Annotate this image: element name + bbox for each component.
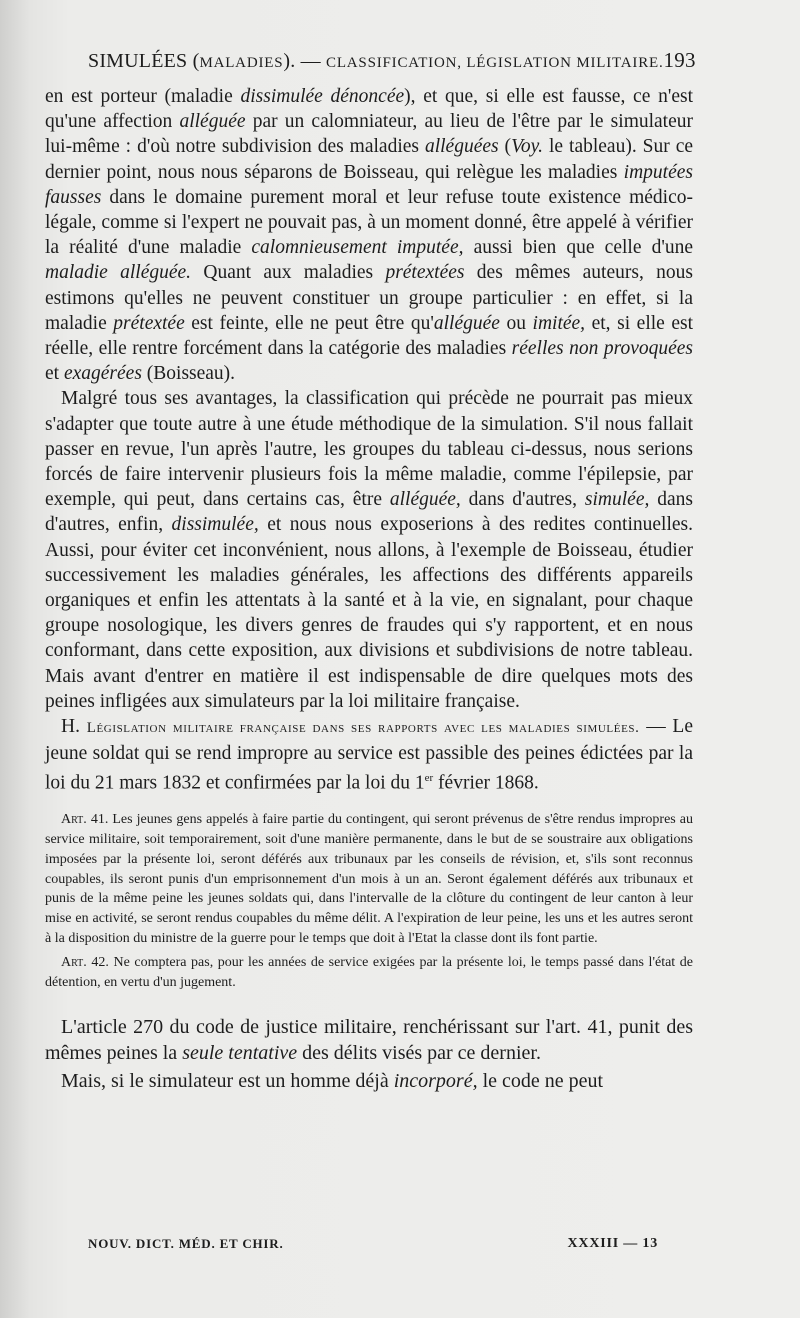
italic-span: Voy. (511, 136, 544, 158)
text-span: Quant aux maladies (191, 262, 386, 284)
footer-publication: NOUV. DICT. MÉD. ET CHIR. (88, 1236, 284, 1251)
article-text: Les jeunes gens appelés à faire partie du contingent, qui seront prévenus de s'être rendus impropres au service militaire, soit temporairement, soit d'une manière permanente, dans le but de se soustraire aux obligations imposées par la présente loi, seront déférés aux tribunaux par les conseils de révision, et, s'ils sont reconnus coupables, ils seront punis d'un emprisonnement d'un mois à un an. Seront également déférés aux tribunaux et punis de la même peine les jeunes soldats qui, dans l'intervalle de la clôture du contingent de leur canton à leur mise en activité, se seront rendus coupables du même délit. A l'expiration de leur peine, les uns et les autres seront à la disposition du ministre de la guerre pour le temps que doit à l'Etat la classe dont ils font partie. (45, 812, 693, 946)
italic-span: alléguées (424, 136, 499, 158)
page-body (45, 84, 693, 1094)
article-text: Ne comptera pas, pour les années de service exigées par la présente loi, le temps passé dans l'état de détention, en vertu d'un jugement. (45, 954, 693, 990)
article-label: Art. 41. (61, 812, 109, 828)
text-span: ( (498, 136, 512, 158)
text-span: le tableau). Sur ce dernier point, nous nous séparons de Boisseau, qui relègue les maladies (45, 136, 694, 183)
text-span: et nous nous exposerions à des redites continuelles. Aussi, pour éviter cet inconvénient, nous allons, à l'exemple de Boisseau, étudier successivement les maladies générales, les affections des différents appareils organiques et enfin les attentats à la santé et à la vie, en signalant, pour chaque groupe nosologique, les divers genres de fraudes qui s'y rapportent, et en nous conformant, dans cette exposition, aux divisions et subdivisions de notre tableau. Mais avant d'entrer en matière il est indispensable de dire quelques mots des peines infligées aux simulateurs par la loi militaire française. (45, 514, 693, 712)
italic-span: réelles non provoquées (511, 338, 693, 360)
italic-span: prétextées (385, 262, 465, 284)
running-header (88, 48, 696, 73)
text-span: dans d'autres, enfin, (45, 489, 693, 536)
text-span: L'article 270 du code de justice militaire, renchérissant sur l'art. 41, punit des mêmes peines la (45, 1016, 693, 1065)
text-span: dans le domaine purement moral et leur refuse toute existence médico-légale, comme si l'expert ne pouvait pas, à un moment donné, être appelé à vérifier la réalité d'une maladie (45, 186, 693, 259)
italic-span: exagérées (63, 363, 142, 385)
header-title-close: ). (283, 50, 296, 72)
paragraph-4 (45, 1014, 693, 1066)
running-title (88, 50, 664, 73)
text-span: aussi bien que celle d'une (463, 237, 694, 259)
italic-span: alléguée (179, 111, 246, 133)
text-span: et (45, 363, 64, 385)
header-title-main: SIMULÉES ( (88, 50, 200, 72)
text-span: est feinte, elle ne peut être qu' (184, 312, 434, 334)
section-number: H. (61, 716, 87, 738)
header-title-small: MALADIES (199, 55, 284, 71)
text-span: dans d'autres, (460, 489, 585, 511)
text-span: Malgré tous ses avantages, la classification qui précède ne pourrait pas mieux s'adapter que toute autre à une étude méthodique de la simulation. S'il nous fallait passer en revue, l'un après l'autre, les groupes du tableau ci-dessus, nous serions forcés de faire intervenir plusieurs fois la même maladie, comme l'épilepsie, par exemple, qui peut, dans certains cas, être (45, 388, 693, 511)
italic-span: prétextée (113, 312, 185, 334)
text-span: en est porteur (maladie (45, 86, 241, 107)
superscript: er (424, 772, 434, 785)
text-span: et, si elle est réelle, elle rentre forcément dans la catégorie des maladies (45, 312, 694, 360)
page-number: 193 (663, 48, 696, 72)
page-footer (88, 1236, 658, 1252)
text-span: ou (499, 312, 533, 334)
text-span: ), et que, si elle est fausse, ce n'est qu'une affection (45, 86, 693, 133)
text-span: par un calomniateur, au lieu de l'être par le simulateur lui-même : d'où notre subdivision des maladies (45, 111, 693, 158)
section-heading: Législation militaire française dans ses rapports avec les maladies simulées. (86, 720, 640, 737)
text-span: le code ne peut (477, 1070, 604, 1093)
italic-span: imitée, (532, 312, 586, 334)
text-span: Mais, si le simulateur est un homme déjà (61, 1070, 394, 1093)
italic-span: imputées fausses (45, 161, 693, 208)
italic-span: dissimulée, (171, 514, 259, 536)
header-running-title: CLASSIFICATION, LÉGISLATION MILITAIRE. (326, 55, 664, 71)
law-article-42 (45, 953, 693, 993)
italic-span: incorporé, (393, 1070, 478, 1093)
italic-span: maladie alléguée. (45, 262, 192, 284)
text-span: — Le jeune soldat qui se rend impropre au service est passible des peines édictées par la loi du 21 mars 1832 et confirmées par la loi du 1 (45, 716, 693, 794)
text-span: février 1868. (433, 772, 539, 794)
italic-span: alléguée (433, 312, 500, 334)
article-label: Art. 42. (61, 954, 109, 970)
italic-span: simulée, (584, 489, 650, 511)
paragraph-5 (45, 1068, 693, 1094)
header-dash: — (300, 50, 321, 72)
footer-signature: XXXIII — 13 (567, 1236, 658, 1251)
law-article-41 (45, 810, 693, 949)
italic-span: alléguée, (389, 489, 461, 511)
italic-span: seule tentative (182, 1042, 298, 1065)
section-h-paragraph (45, 714, 693, 796)
italic-span: calomnieusement imputée, (251, 237, 464, 259)
paragraph-1 (45, 84, 693, 386)
italic-span: dissimulée dénoncée (240, 86, 405, 107)
paragraph-2 (45, 386, 693, 714)
text-span: (Boisseau). (141, 363, 236, 385)
text-span: des délits visés par ce dernier. (297, 1042, 541, 1065)
text-span: des mêmes auteurs, nous estimons qu'elles ne peuvent constituer un groupe particulier : en effet, si la maladie (45, 262, 693, 334)
